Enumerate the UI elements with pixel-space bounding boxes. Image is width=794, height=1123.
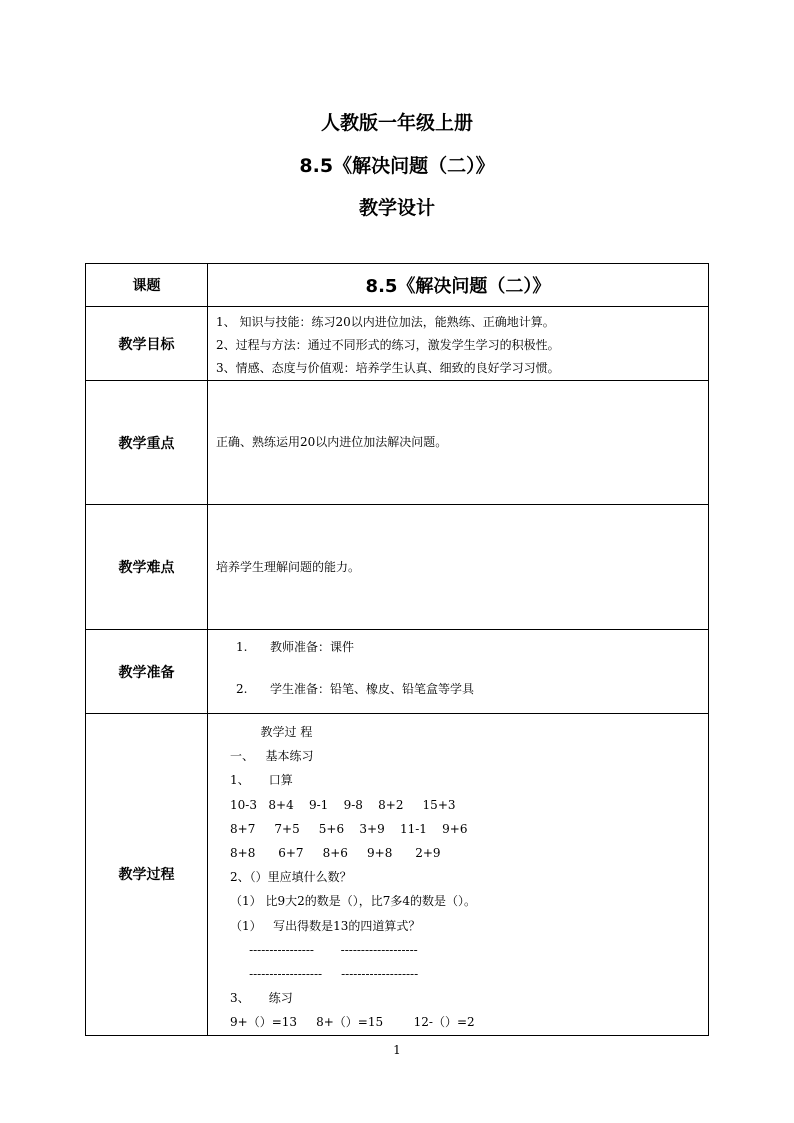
- lesson-plan-table: [85, 263, 709, 1036]
- document-title: 人教版一年级上册: [320, 112, 473, 134]
- key-point-row: [86, 381, 709, 505]
- preparation-item: 2. 学生准备：铅笔、橡皮、铅笔盒等学具: [236, 682, 475, 696]
- process-line: 8+8 6+7 8+6 9+8 2+9: [230, 846, 441, 861]
- objective-item: 3、情感、态度与价值观：培养学生认真、细致的良好学习习惯。: [216, 361, 560, 375]
- key-point-text: 正确、熟练运用20以内进位加法解决问题。: [216, 435, 448, 449]
- topic-value: 8.5《解决问题（二）》: [208, 264, 709, 307]
- process-line: 8+7 7+5 5+6 3+9 11-1 9+6: [230, 821, 468, 836]
- difficulty-text: 培养学生理解问题的能力。: [216, 559, 361, 574]
- objectives-label: 教学目标: [86, 307, 208, 381]
- difficulty-label: 教学难点: [86, 505, 208, 630]
- process-line: ------------------ -------------------: [230, 967, 419, 982]
- process-line: （1） 比9大2的数是（），比7多4的数是（）。: [230, 894, 476, 909]
- objective-item: 1、 知识与技能：练习20以内进位加法，能熟练、正确地计算。: [216, 315, 555, 329]
- process-line: 一、 基本练习: [230, 749, 314, 764]
- process-line: ---------------- -------------------: [230, 942, 418, 957]
- process-line: 9+（）=13 8+（）=15 12-（）=2: [230, 1015, 475, 1030]
- preparation-row: [86, 630, 709, 714]
- objectives-row: [86, 307, 709, 381]
- process-row: [86, 714, 709, 1036]
- process-line: 2、（）里应填什么数？: [230, 870, 352, 885]
- objectives-list: [208, 307, 708, 380]
- page-number: 1: [393, 1043, 401, 1057]
- process-line: 3、 练习: [230, 991, 293, 1006]
- topic-row: [86, 264, 709, 307]
- objective-item: 2、过程与方法：通过不同形式的练习，激发学生学习的积极性。: [216, 338, 560, 352]
- document-subtitle: 教学设计: [358, 197, 435, 219]
- preparation-list: [208, 630, 708, 700]
- process-line: 10-3 8+4 9-1 9-8 8+2 15+3: [230, 797, 456, 812]
- topic-label: 课题: [86, 264, 208, 307]
- process-line: （1） 写出得数是13的四道算式？: [230, 918, 421, 933]
- process-label: 教学过程: [86, 714, 208, 1036]
- lesson-title: 8.5《解决问题（二）》: [299, 155, 495, 177]
- preparation-item: 1. 教师准备：课件: [236, 640, 355, 654]
- difficulty-row: [86, 505, 709, 630]
- process-line: 1、 口算: [230, 773, 293, 788]
- preparation-label: 教学准备: [86, 630, 208, 714]
- process-content: [208, 714, 708, 1035]
- process-line: 教学过 程: [230, 725, 313, 739]
- key-point-label: 教学重点: [86, 381, 208, 505]
